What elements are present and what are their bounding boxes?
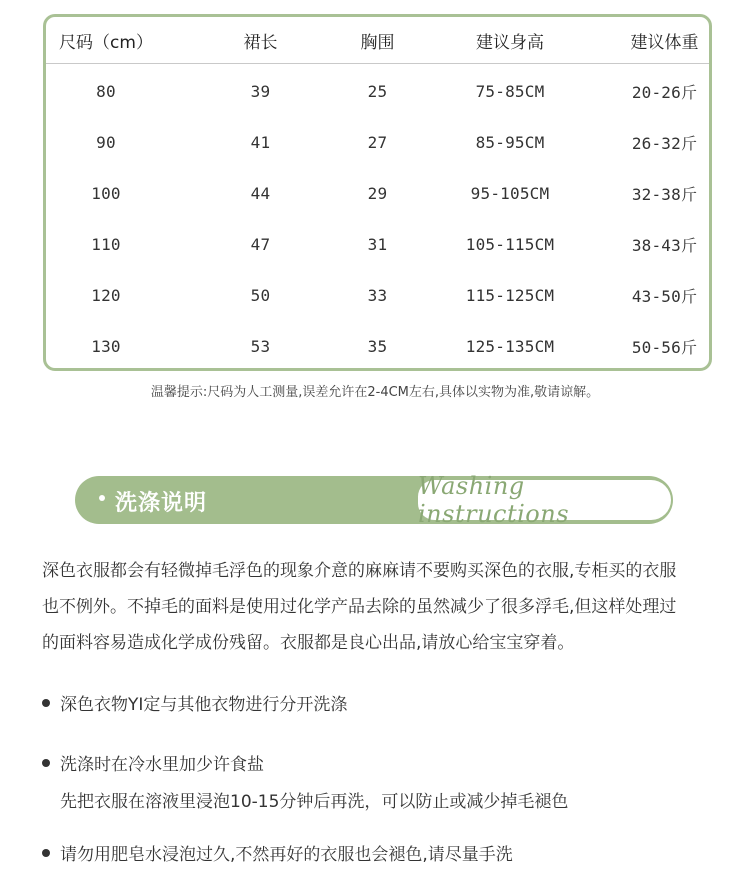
cell-chest: 33	[367, 286, 388, 305]
cell-weight: 43-50斤	[631, 287, 698, 306]
cell-skirt-length: 50	[250, 286, 271, 305]
description-line: 的面料容易造成化学成份残留。衣服都是良心出品,请放心给宝宝穿着。	[42, 633, 575, 653]
washing-title: 洗涤说明	[115, 491, 208, 516]
cell-chest: 31	[367, 235, 388, 254]
cell-weight: 26-32斤	[631, 134, 698, 153]
washing-bullet	[42, 690, 347, 715]
bullet-text: 请勿用肥皂水浸泡过久,不然再好的衣服也会褪色,请尽量手洗	[60, 845, 513, 865]
cell-height: 85-95CM	[475, 133, 545, 152]
cell-size: 130	[91, 337, 121, 356]
cell-skirt-length: 47	[250, 235, 271, 254]
cell-size: 80	[96, 82, 116, 101]
cell-height: 105-115CM	[465, 235, 555, 254]
cell-skirt-length: 44	[250, 184, 271, 203]
table-row	[46, 321, 709, 372]
cell-chest: 27	[367, 133, 388, 152]
cell-size: 90	[96, 133, 116, 152]
bullet-subtext: 先把衣服在溶液里浸泡10-15分钟后再洗，可以防止或减少掉毛褪色	[60, 792, 569, 812]
size-table-header	[46, 17, 709, 64]
bullet-text: 深色衣物YI定与其他衣物进行分开洗涤	[60, 695, 348, 715]
header-height: 建议身高	[476, 32, 544, 53]
washing-bullet	[42, 750, 568, 812]
table-row	[46, 117, 709, 168]
cell-height: 75-85CM	[475, 82, 545, 101]
bullet-icon	[42, 849, 50, 857]
bullet-text: 洗涤时在冷水里加少许食盐	[60, 755, 264, 775]
header-weight: 建议体重	[630, 32, 699, 53]
header-chest: 胸围	[360, 32, 395, 53]
header-skirt-length: 裙长	[243, 32, 278, 53]
washing-bullet	[42, 840, 513, 865]
cell-weight: 20-26斤	[631, 83, 698, 102]
cell-height: 95-105CM	[470, 184, 550, 203]
cell-weight: 32-38斤	[631, 185, 698, 204]
washing-description	[42, 553, 714, 661]
description-line: 深色衣服都会有轻微掉毛浮色的现象介意的麻麻请不要购买深色的衣服,专柜买的衣服	[42, 561, 677, 581]
cell-height: 125-135CM	[465, 337, 555, 356]
cell-size: 120	[91, 286, 121, 305]
cell-size: 110	[91, 235, 121, 254]
cell-chest: 29	[367, 184, 388, 203]
cell-skirt-length: 53	[250, 337, 271, 356]
cell-chest: 35	[367, 337, 388, 356]
size-tip: 温馨提示:尺码为人工测量,误差允许在2-4CM左右,具体以实物为准,敬请谅解。	[150, 385, 600, 400]
size-table	[43, 14, 712, 371]
bullet-dot-icon	[99, 495, 105, 501]
table-row	[46, 168, 709, 219]
cell-skirt-length: 41	[250, 133, 271, 152]
cell-skirt-length: 39	[250, 82, 271, 101]
washing-banner	[75, 472, 673, 528]
header-size: 尺码（cm）	[59, 32, 153, 53]
table-row	[46, 219, 709, 270]
table-row	[46, 270, 709, 321]
cell-height: 115-125CM	[465, 286, 555, 305]
cell-size: 100	[91, 184, 121, 203]
table-row	[46, 66, 709, 117]
description-line: 也不例外。不掉毛的面料是使用过化学产品去除的虽然减少了很多浮毛,但这样处理过	[42, 597, 677, 617]
bullet-icon	[42, 759, 50, 767]
washing-script-title-box	[418, 472, 671, 528]
cell-chest: 25	[367, 82, 388, 101]
bullet-icon	[42, 699, 50, 707]
washing-script-title: Washing instructions	[418, 472, 570, 528]
cell-weight: 50-56斤	[631, 338, 698, 357]
cell-weight: 38-43斤	[631, 236, 698, 255]
